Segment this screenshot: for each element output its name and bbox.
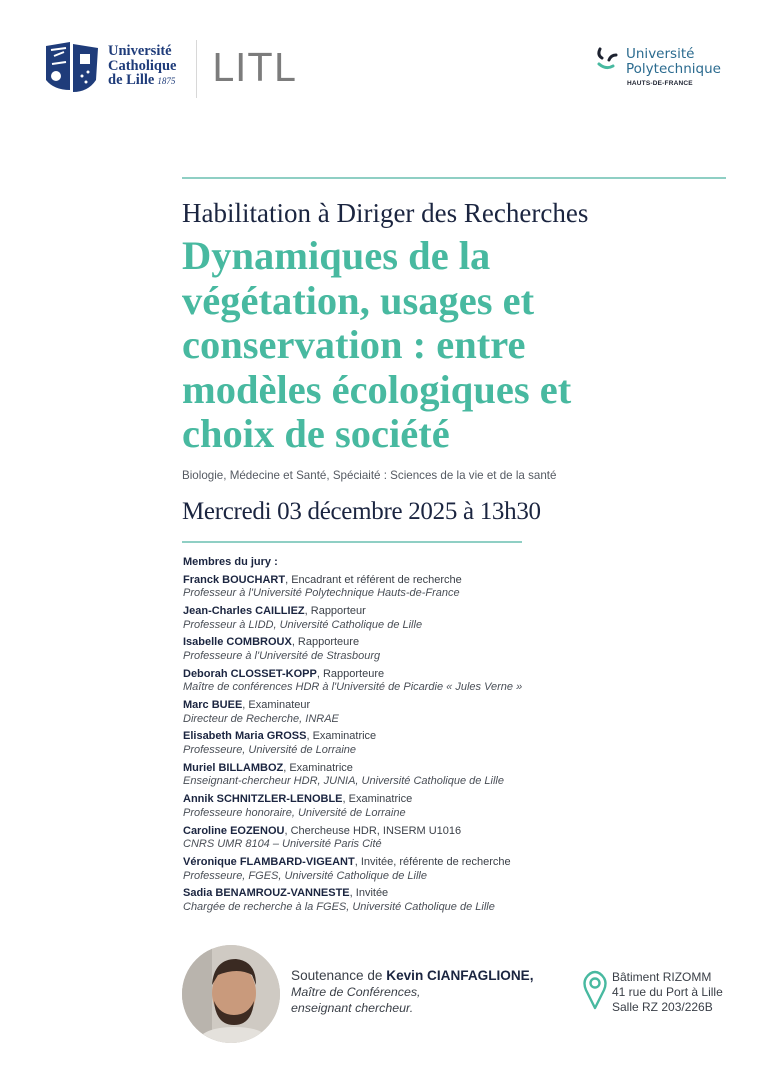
logo-litl: LITL xyxy=(212,46,297,90)
member-role: , Invitée xyxy=(349,887,389,900)
member-role: , Invitée, référente de recherche xyxy=(354,855,511,868)
member-affiliation: Professeur à l'Université Polytechnique Hauts-de-France xyxy=(183,587,460,600)
jury-member xyxy=(183,793,603,820)
logo-universite-polytechnique xyxy=(596,44,736,94)
member-name: Annik SCHNITZLER-LENOBLE xyxy=(183,793,343,806)
ucl-shield-icon xyxy=(42,40,100,96)
member-affiliation: Professeure à l'Université de Strasbourg xyxy=(183,649,381,662)
event-date: Mercredi 03 décembre 2025 à 13h30 xyxy=(182,498,541,525)
jury-member xyxy=(183,574,603,601)
ucl-wordmark xyxy=(108,44,177,89)
member-name: Caroline EOZENOU xyxy=(183,824,285,837)
venue-line: 41 rue du Port à Lille xyxy=(612,985,723,999)
ucl-year: 1875 xyxy=(157,76,176,86)
member-name: Muriel BILLAMBOZ xyxy=(183,761,284,774)
member-name: Deborah CLOSSET-KOPP xyxy=(183,667,317,680)
candidate-name: Kevin CIANFAGLIONE, xyxy=(386,968,534,983)
jury-member xyxy=(183,699,603,726)
title-line: conservation : entre xyxy=(182,322,526,367)
member-affiliation: Professeur à LIDD, Université Catholique de Lille xyxy=(183,618,423,631)
venue-line: Bâtiment RIZOMM xyxy=(612,970,712,984)
ucl-line-3: de Lille xyxy=(108,72,155,88)
member-affiliation: Professeure, FGES, Université Catholique de Lille xyxy=(183,869,427,882)
member-name: Marc BUEE xyxy=(183,699,243,712)
member-role: , Rapporteure xyxy=(291,636,360,649)
member-role: , Rapporteur xyxy=(304,604,366,617)
discipline: Biologie, Médecine et Santé, Spéciaité : Sciences de la vie et de la santé xyxy=(182,469,557,482)
thesis-title xyxy=(182,234,742,457)
logo-universite-catholique-de-lille xyxy=(42,40,192,100)
member-role: , Examinatrice xyxy=(342,793,413,806)
location-pin-icon xyxy=(583,970,607,1010)
jury-member xyxy=(183,730,603,757)
title-line: choix de société xyxy=(182,411,450,456)
member-affiliation: CNRS UMR 8104 – Université Paris Cité xyxy=(183,838,382,851)
uphf-line-1: Université xyxy=(626,46,695,62)
jury-member xyxy=(183,825,603,852)
member-name: Sadia BENAMROUZ-VANNESTE xyxy=(183,887,350,900)
top-divider xyxy=(182,177,726,179)
candidate-photo xyxy=(182,945,280,1043)
jury-member xyxy=(183,668,603,695)
uphf-wordmark xyxy=(626,47,721,77)
ucl-line-2: Catholique xyxy=(108,57,177,74)
member-name: Isabelle COMBROUX xyxy=(183,636,292,649)
mid-divider xyxy=(182,541,522,543)
uphf-line-2: Polytechnique xyxy=(626,61,721,77)
member-role: , Examinatrice xyxy=(283,761,353,774)
venue-line: Salle RZ 203/226B xyxy=(612,1000,713,1014)
kicker: Habilitation à Diriger des Recherches xyxy=(182,198,589,228)
member-role: , Examinateur xyxy=(242,699,311,712)
jury-member xyxy=(183,636,603,663)
title-line: modèles écologiques et xyxy=(182,366,572,412)
member-role: , Encadrant et référent de recherche xyxy=(285,573,462,586)
logo-divider xyxy=(196,40,197,98)
uphf-subtitle: HAUTS-DE-FRANCE xyxy=(627,80,693,87)
portrait-image xyxy=(182,945,280,1043)
title-line: Dynamiques de la xyxy=(182,233,491,278)
member-name: Jean-Charles CAILLIEZ xyxy=(183,604,305,617)
jury-member xyxy=(183,856,603,883)
jury-list xyxy=(183,556,603,919)
member-role: , Rapporteure xyxy=(316,667,385,680)
jury-member xyxy=(183,605,603,632)
member-affiliation: Enseignant-chercheur HDR, JUNIA, Université Catholique de Lille xyxy=(183,775,504,788)
uphf-mark-icon xyxy=(596,46,618,74)
member-name: Franck BOUCHART xyxy=(183,573,286,586)
jury-member xyxy=(183,887,603,914)
candidate-role: enseignant chercheur. xyxy=(291,1001,414,1015)
member-name: Véronique FLAMBARD-VIGEANT xyxy=(183,855,355,868)
member-affiliation: Professeure honoraire, Université de Lorraine xyxy=(183,806,406,819)
defence-info xyxy=(291,968,534,1016)
member-affiliation: Professeure, Université de Lorraine xyxy=(183,744,357,757)
member-affiliation: Chargée de recherche à la FGES, Université Catholique de Lille xyxy=(183,900,495,913)
defence-prefix: Soutenance de xyxy=(291,968,387,983)
member-role: , Chercheuse HDR, INSERM U1016 xyxy=(284,824,462,837)
member-name: Elisabeth Maria GROSS xyxy=(183,730,307,743)
candidate-role: Maître de Conférences, xyxy=(291,985,421,999)
title-line: végétation, usages et xyxy=(182,277,535,323)
ucl-line-1: Université xyxy=(108,43,172,59)
member-affiliation: Maître de conférences HDR à l'Université de Picardie « Jules Verne » xyxy=(183,681,523,694)
jury-member xyxy=(183,762,603,789)
jury-heading: Membres du jury : xyxy=(183,556,278,568)
venue-address xyxy=(612,970,723,1015)
member-role: , Examinatrice xyxy=(306,730,377,743)
member-affiliation: Directeur de Recherche, INRAE xyxy=(183,712,339,725)
